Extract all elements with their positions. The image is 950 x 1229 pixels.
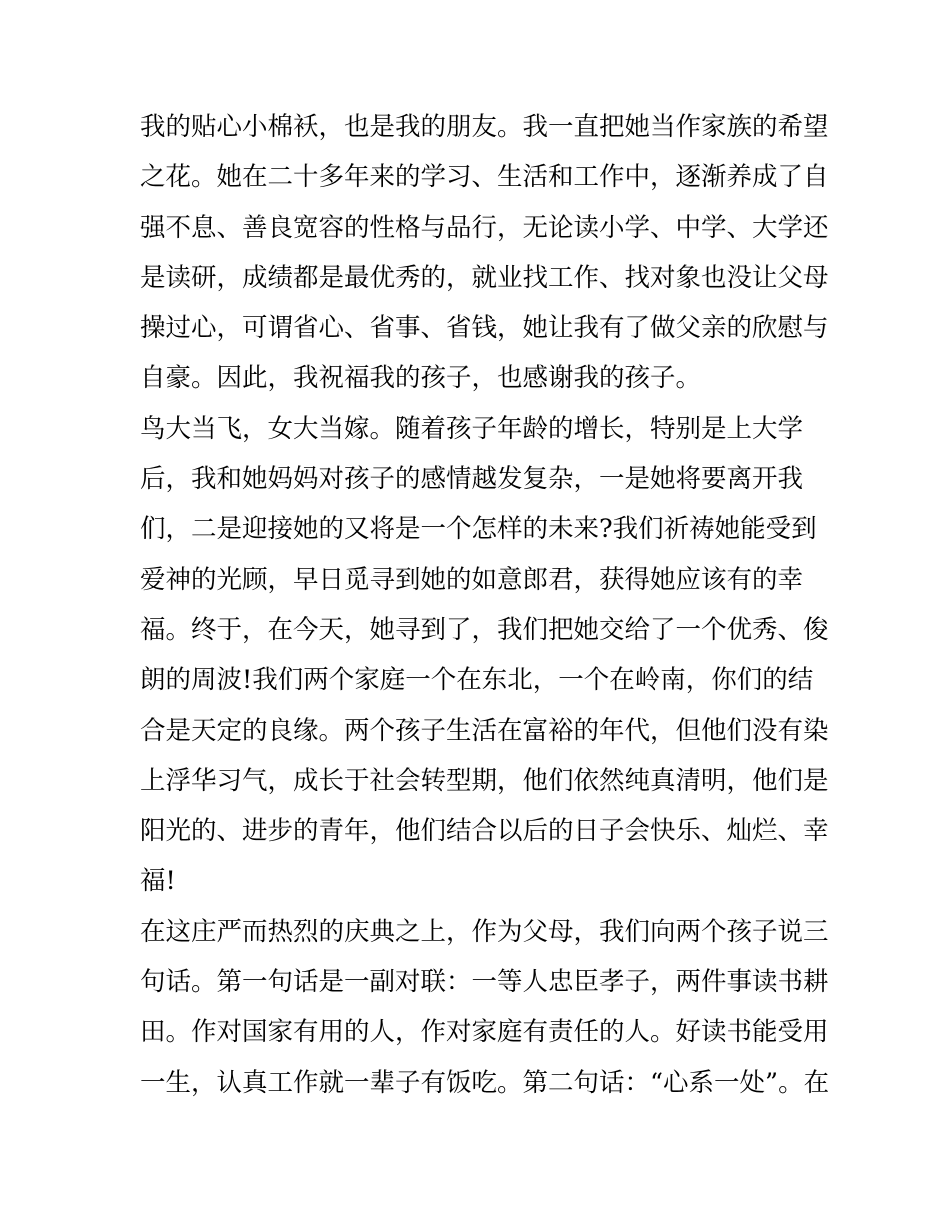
text-line: 田。作对国家有用的人，作对家庭有责任的人。好读书能受用 bbox=[140, 1017, 829, 1048]
text-line: 自豪。因此，我祝福我的孩子，也感谢我的孩子。 bbox=[140, 363, 702, 394]
text-line: 爱神的光顾，早日觅寻到她的如意郎君，获得她应该有的幸 bbox=[140, 564, 804, 595]
text-line: 福。终于，在今天，她寻到了，我们把她交给了一个优秀、俊 bbox=[140, 614, 829, 645]
text-line: 句话。第一句话是一副对联：一等人忠臣孝子，两件事读书耕 bbox=[140, 967, 829, 998]
text-line: 操过心，可谓省心、省事、省钱，她让我有了做父亲的欣慰与 bbox=[140, 313, 829, 344]
text-line: 后，我和她妈妈对孩子的感情越发复杂，一是她将要离开我 bbox=[140, 464, 804, 495]
text-line: 们，二是迎接她的又将是一个怎样的未来?我们祈祷她能受到 bbox=[140, 514, 817, 545]
text-line: 我的贴心小棉袄，也是我的朋友。我一直把她当作家族的希望 bbox=[140, 112, 829, 142]
text-line: 福! bbox=[140, 866, 176, 897]
text-line: 鸟大当飞，女大当嫁。随着孩子年龄的增长，特别是上大学 bbox=[140, 413, 804, 444]
text-line: 合是天定的良缘。两个孩子生活在富裕的年代，但他们没有染 bbox=[140, 715, 829, 746]
text-line: 阳光的、进步的青年，他们结合以后的日子会快乐、灿烂、幸 bbox=[140, 816, 829, 847]
body-text bbox=[140, 102, 830, 1108]
text-line: 之花。她在二十多年来的学习、生活和工作中，逐渐养成了自 bbox=[140, 162, 829, 193]
text-line: 强不息、善良宽容的性格与品行，无论读小学、中学、大学还 bbox=[140, 212, 829, 243]
text-line: 朗的周波!我们两个家庭一个在东北，一个在岭南，你们的结 bbox=[140, 665, 814, 696]
text-line: 一生，认真工作就一辈子有饭吃。第二句话：“心系一处”。在 bbox=[140, 1067, 830, 1098]
text-line: 在这庄严而热烈的庆典之上，作为父母，我们向两个孩子说三 bbox=[140, 916, 829, 947]
text-line: 是读研，成绩都是最优秀的，就业找工作、找对象也没让父母 bbox=[140, 262, 829, 293]
text-line: 上浮华习气，成长于社会转型期，他们依然纯真清明，他们是 bbox=[140, 765, 829, 796]
